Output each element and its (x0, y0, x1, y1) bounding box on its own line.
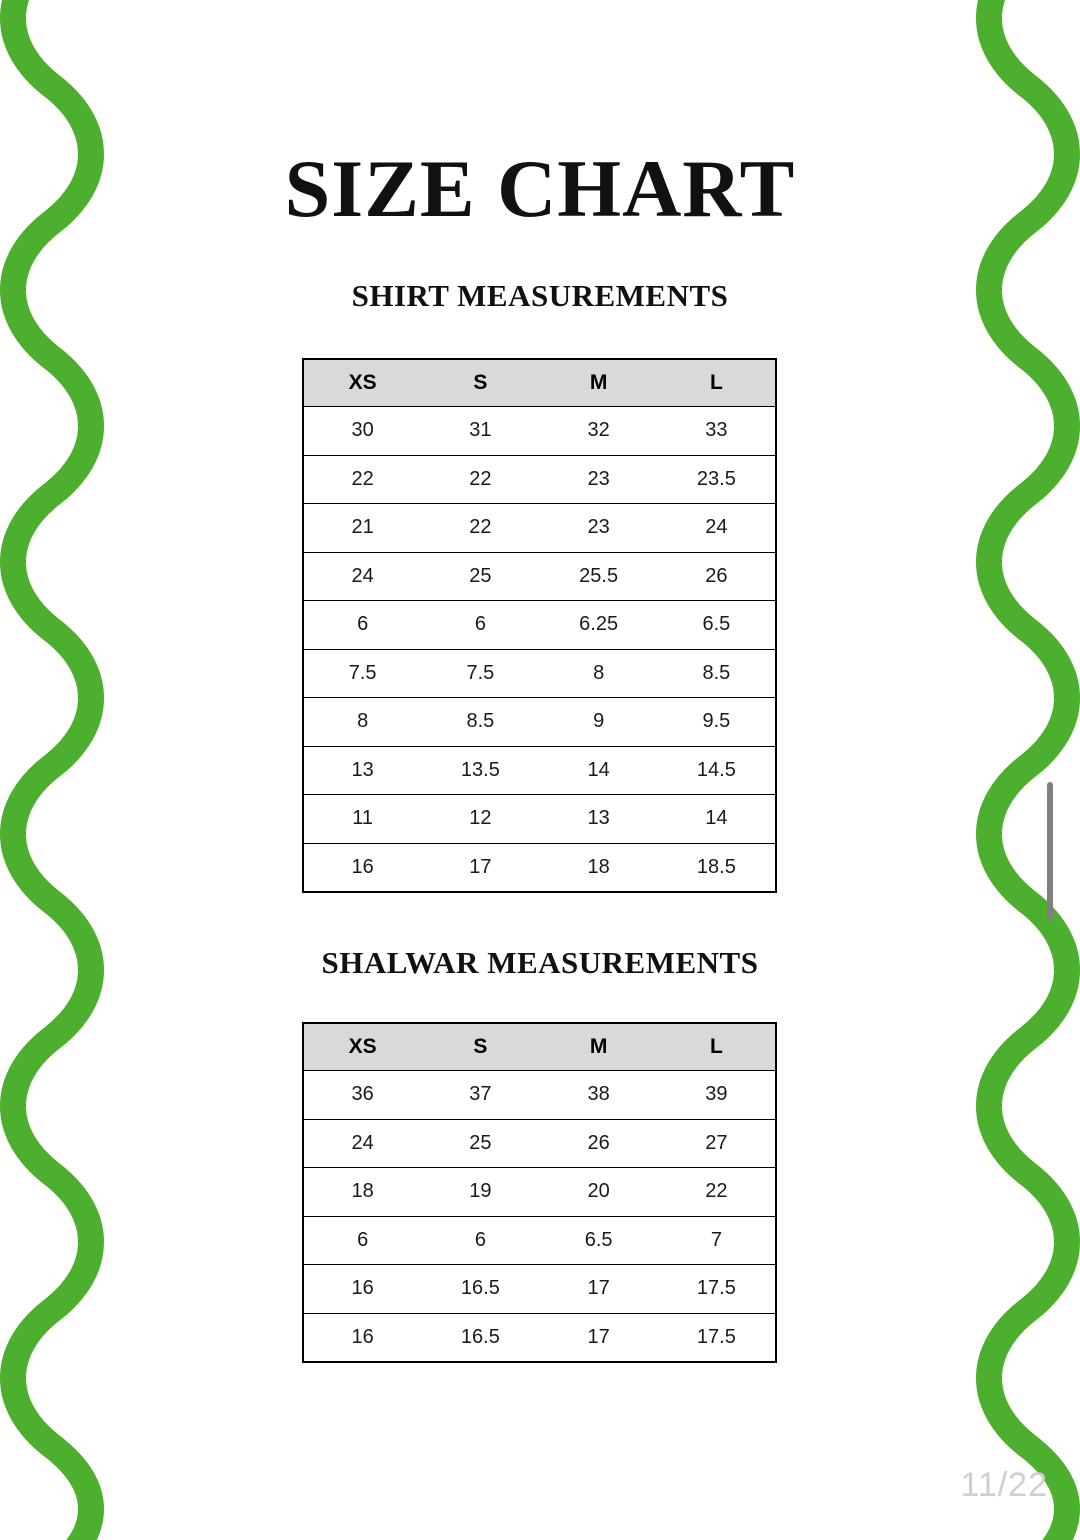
column-header-m: M (540, 1023, 658, 1071)
table-header-row (303, 359, 776, 407)
table-cell: 6 (421, 1216, 539, 1265)
table-cell: 17 (421, 843, 539, 892)
table-cell: 23 (540, 504, 658, 553)
table-cell: 39 (658, 1071, 776, 1120)
shalwar-section-heading: SHALWAR MEASUREMENTS (321, 945, 759, 980)
table-cell: 19 (421, 1168, 539, 1217)
table-cell: 26 (658, 552, 776, 601)
table-cell: 8 (540, 649, 658, 698)
table-cell: 9 (540, 698, 658, 747)
table-cell: 18.5 (658, 843, 776, 892)
column-header-s: S (421, 1023, 539, 1071)
column-header-s: S (421, 359, 539, 407)
table-cell: 24 (303, 552, 421, 601)
table-cell: 38 (540, 1071, 658, 1120)
table-cell: 8.5 (421, 698, 539, 747)
table-cell: 12 (421, 795, 539, 844)
shirt-measurements-table (302, 358, 777, 893)
table-cell: 8.5 (658, 649, 776, 698)
table-row (303, 1071, 776, 1120)
table-row (303, 455, 776, 504)
page-title: SIZE CHART (284, 143, 796, 234)
table-row (303, 1265, 776, 1314)
table-cell: 16.5 (421, 1265, 539, 1314)
table-header-row (303, 1023, 776, 1071)
shirt-table-body (303, 407, 776, 893)
table-row (303, 1119, 776, 1168)
table-cell: 32 (540, 407, 658, 456)
table-cell: 18 (540, 843, 658, 892)
table-cell: 20 (540, 1168, 658, 1217)
table-cell: 31 (421, 407, 539, 456)
table-cell: 16.5 (421, 1313, 539, 1362)
table-cell: 22 (303, 455, 421, 504)
table-row (303, 504, 776, 553)
table-cell: 33 (658, 407, 776, 456)
table-cell: 17.5 (658, 1265, 776, 1314)
table-cell: 25.5 (540, 552, 658, 601)
table-cell: 16 (303, 1265, 421, 1314)
table-row (303, 843, 776, 892)
table-cell: 36 (303, 1071, 421, 1120)
table-cell: 6 (303, 1216, 421, 1265)
shalwar-table-header (303, 1023, 776, 1071)
table-row (303, 552, 776, 601)
table-row (303, 746, 776, 795)
table-cell: 7.5 (421, 649, 539, 698)
shalwar-table-body (303, 1071, 776, 1363)
column-header-l: L (658, 359, 776, 407)
table-row (303, 795, 776, 844)
table-cell: 37 (421, 1071, 539, 1120)
table-row (303, 698, 776, 747)
table-cell: 25 (421, 1119, 539, 1168)
table-cell: 9.5 (658, 698, 776, 747)
column-header-m: M (540, 359, 658, 407)
table-cell: 24 (303, 1119, 421, 1168)
table-cell: 6.5 (540, 1216, 658, 1265)
table-cell: 14.5 (658, 746, 776, 795)
table-row (303, 407, 776, 456)
table-cell: 13 (303, 746, 421, 795)
table-cell: 6.5 (658, 601, 776, 650)
table-cell: 6.25 (540, 601, 658, 650)
table-cell: 22 (421, 504, 539, 553)
table-cell: 11 (303, 795, 421, 844)
table-cell: 6 (421, 601, 539, 650)
table-cell: 30 (303, 407, 421, 456)
table-cell: 27 (658, 1119, 776, 1168)
table-cell: 22 (658, 1168, 776, 1217)
table-row (303, 1216, 776, 1265)
table-cell: 13.5 (421, 746, 539, 795)
table-cell: 26 (540, 1119, 658, 1168)
table-cell: 24 (658, 504, 776, 553)
shirt-section-heading: SHIRT MEASUREMENTS (351, 278, 729, 313)
table-cell: 7 (658, 1216, 776, 1265)
table-cell: 16 (303, 843, 421, 892)
table-cell: 14 (540, 746, 658, 795)
table-cell: 17 (540, 1265, 658, 1314)
table-cell: 22 (421, 455, 539, 504)
page-number-indicator: 11/22 (960, 1466, 1048, 1504)
table-cell: 8 (303, 698, 421, 747)
table-cell: 14 (658, 795, 776, 844)
table-cell: 13 (540, 795, 658, 844)
table-row (303, 601, 776, 650)
table-cell: 23.5 (658, 455, 776, 504)
column-header-xs: XS (303, 1023, 421, 1071)
table-row (303, 649, 776, 698)
table-cell: 18 (303, 1168, 421, 1217)
table-cell: 17 (540, 1313, 658, 1362)
table-cell: 6 (303, 601, 421, 650)
shirt-table-header (303, 359, 776, 407)
table-cell: 7.5 (303, 649, 421, 698)
table-cell: 23 (540, 455, 658, 504)
shalwar-measurements-table (302, 1022, 777, 1363)
table-cell: 21 (303, 504, 421, 553)
table-row (303, 1168, 776, 1217)
table-cell: 17.5 (658, 1313, 776, 1362)
column-header-l: L (658, 1023, 776, 1071)
table-row (303, 1313, 776, 1362)
table-cell: 25 (421, 552, 539, 601)
column-header-xs: XS (303, 359, 421, 407)
table-cell: 16 (303, 1313, 421, 1362)
scrollbar-thumb[interactable] (1047, 782, 1053, 920)
